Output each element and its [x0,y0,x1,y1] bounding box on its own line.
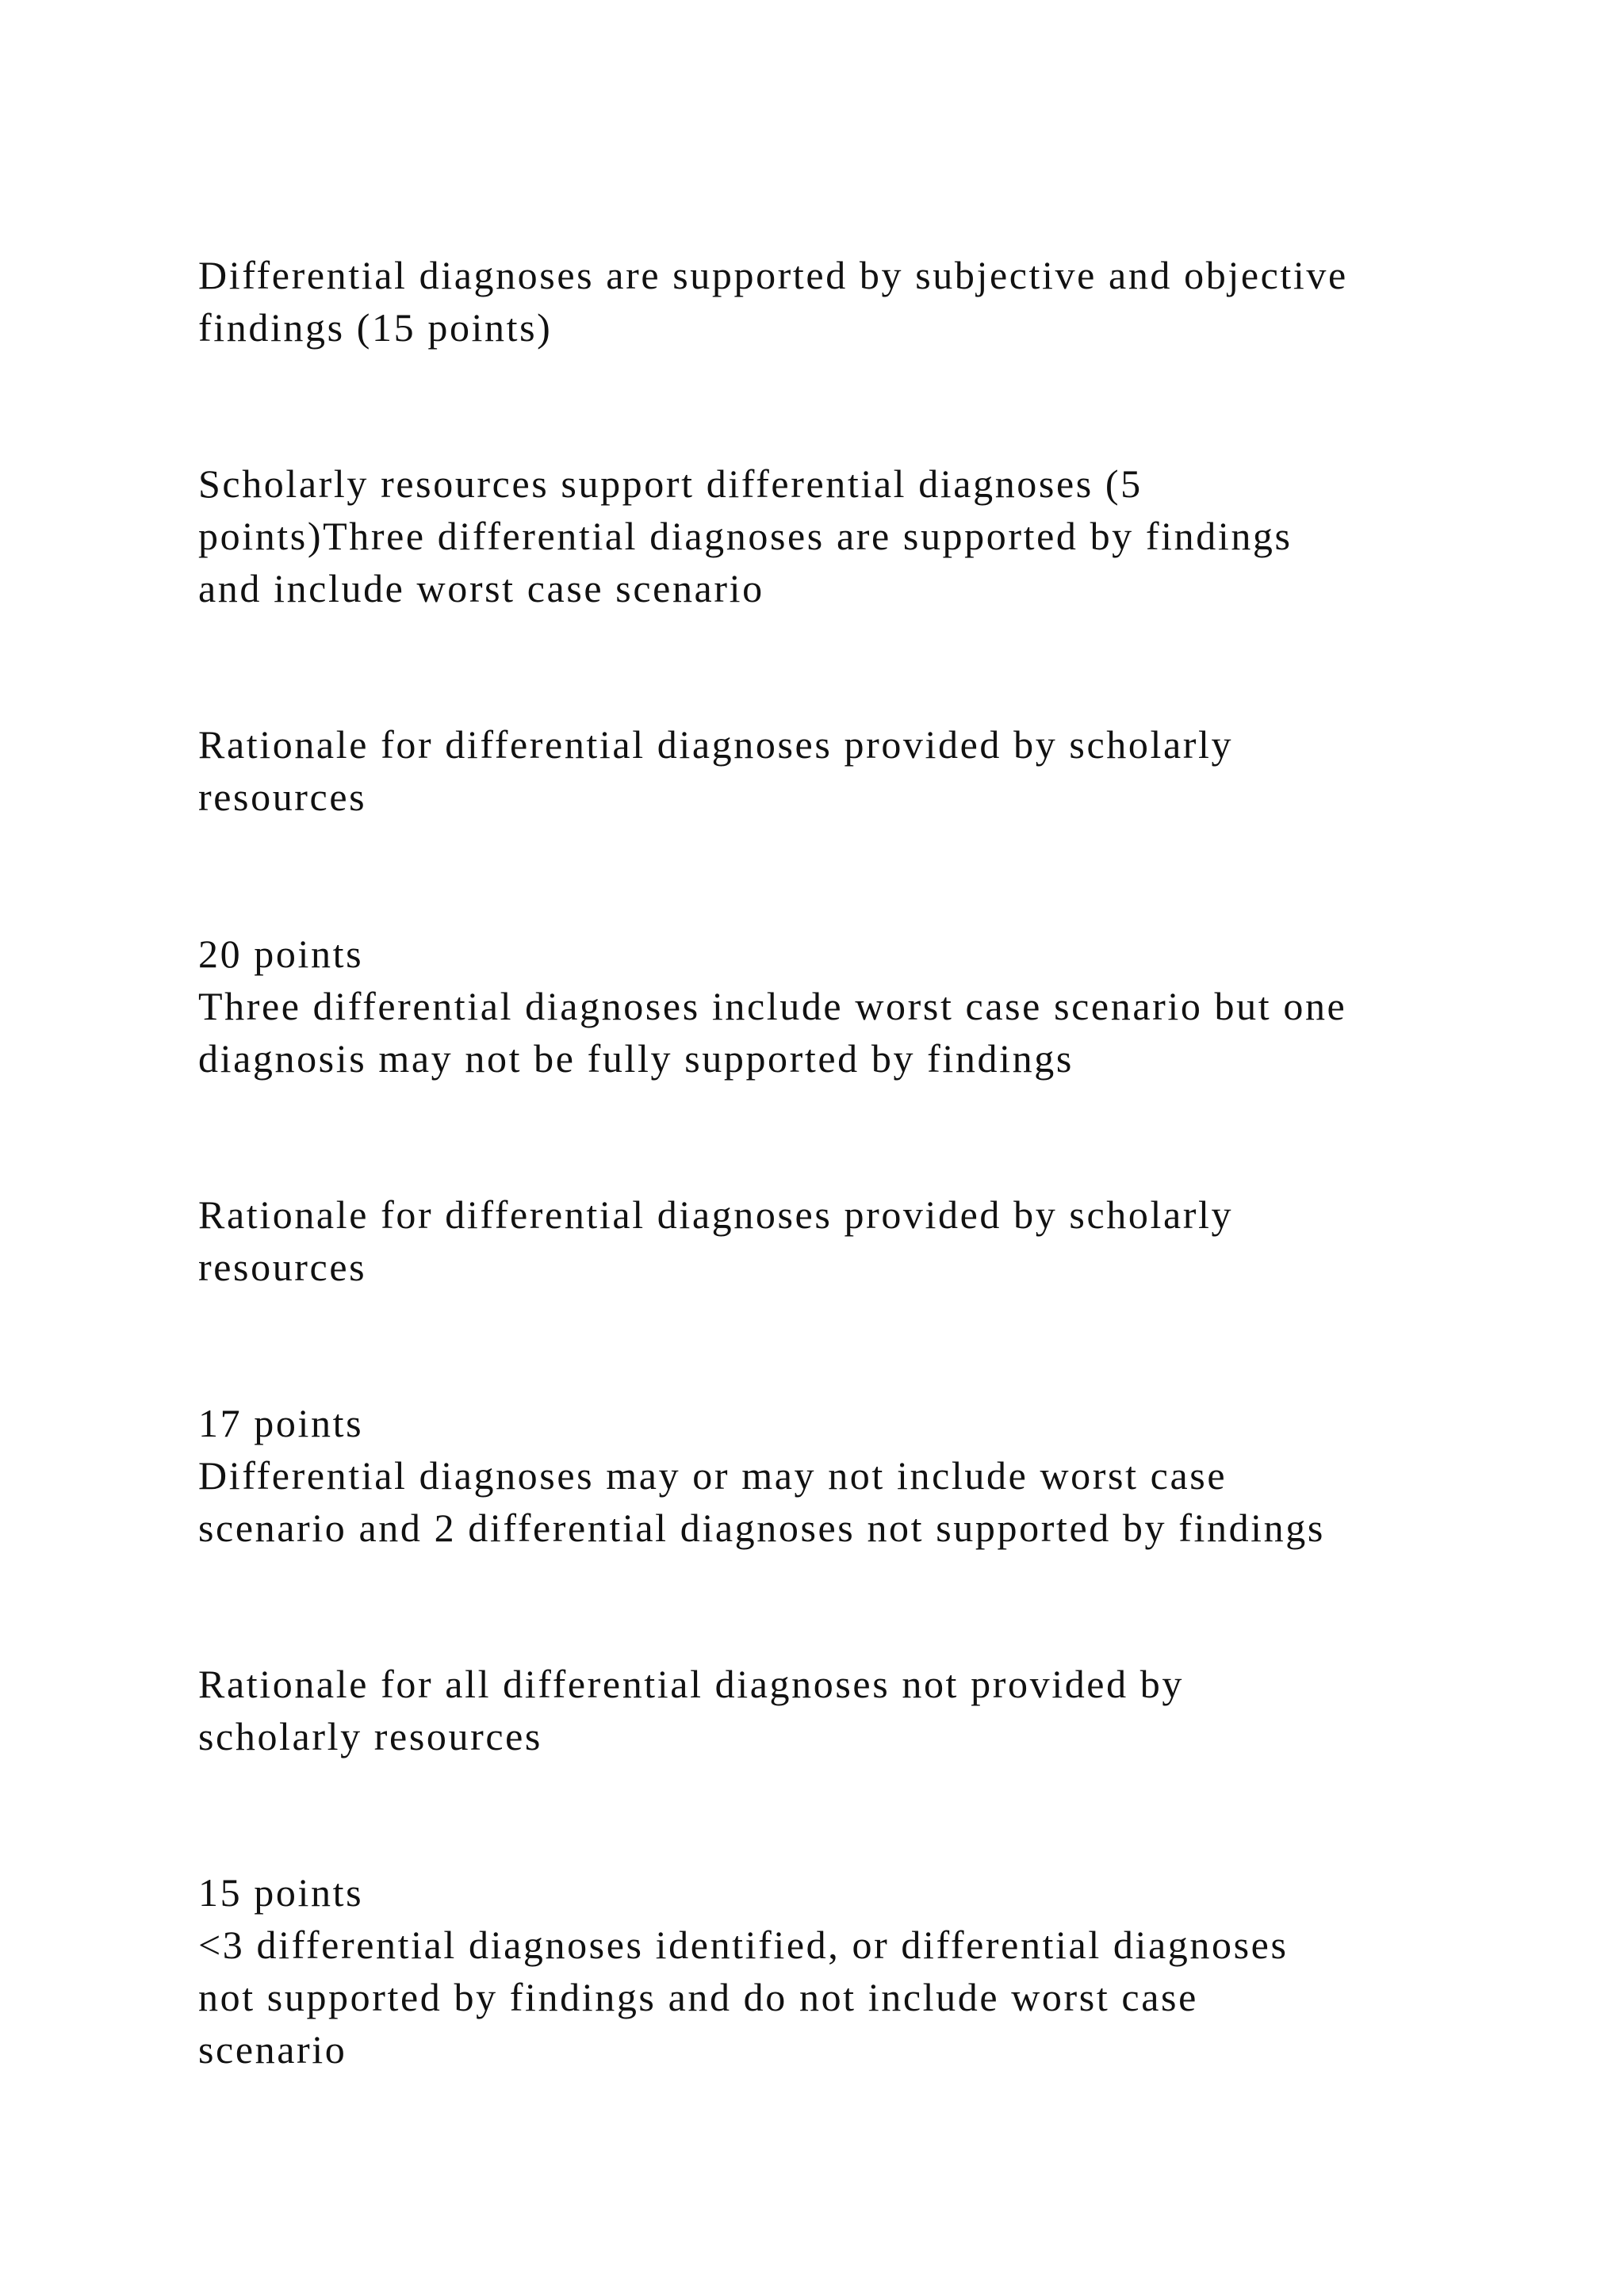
text-line: resources [198,775,367,819]
text-line: scholarly resources [198,1714,542,1758]
text-line: 20 points [198,932,364,976]
text-line: <3 differential diagnoses identified, or differential diagnoses [198,1923,1289,1967]
text-line: diagnosis may not be fully supported by findings [198,1036,1074,1081]
text-line: resources [198,1245,367,1289]
text-line: scenario and 2 differential diagnoses not supported by findings [198,1506,1325,1550]
text-line: Rationale for all differential diagnoses not provided by [198,1662,1184,1706]
text-line: 15 points [198,1870,364,1915]
text-line: Scholarly resources support differential diagnoses (5 [198,461,1143,506]
text-line: Differential diagnoses are supported by subjective and objective [198,253,1348,297]
text-line: Three differential diagnoses include worst case scenario but one [198,984,1347,1028]
text-line: points)Three differential diagnoses are supported by findings [198,514,1293,558]
text-line: scenario [198,2027,347,2072]
text-line: findings (15 points) [198,305,553,350]
text-line: not supported by findings and do not include worst case [198,1975,1198,2019]
text-line: 17 points [198,1401,364,1445]
text-line: Rationale for differential diagnoses provided by scholarly [198,1192,1234,1237]
text-line: Differential diagnoses may or may not include worst case [198,1453,1228,1498]
text-line: and include worst case scenario [198,566,764,610]
text-line: Rationale for differential diagnoses provided by scholarly [198,722,1234,767]
